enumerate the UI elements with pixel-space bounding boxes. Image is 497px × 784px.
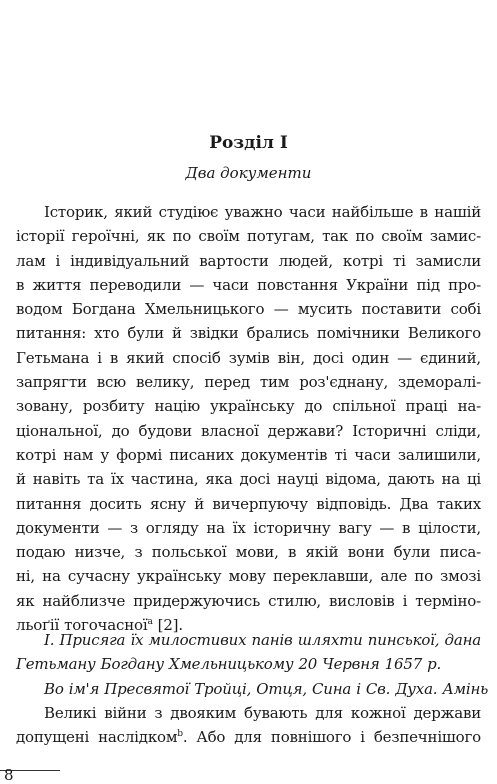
text-line: Гетьмана і в який спосіб зумів він, досі один — єдиний, bbox=[16, 348, 481, 367]
text-line: Історик, який студіює уважно часи найбільше в нашій bbox=[44, 203, 481, 221]
chapter-title: Розділ I bbox=[209, 133, 288, 153]
page-number: 8 bbox=[4, 766, 14, 784]
section-heading bbox=[16, 628, 489, 701]
text-fragment: . Або для повнішого і безпечнішого bbox=[182, 728, 481, 747]
text-line: ціональної, до будови власної держави? Історичні сліди, bbox=[16, 421, 481, 440]
footnote-mark: a bbox=[147, 617, 153, 628]
last-line-text: льоґії тогочасної bbox=[16, 616, 148, 635]
footnote-mark: b bbox=[177, 729, 183, 740]
text-fragment: допущені наслідком bbox=[16, 728, 178, 747]
text-line: котрі нам у формі писаних документів ті часи залишили, bbox=[16, 445, 481, 464]
text-line: зовану, розбиту націю українську до спільної праці на- bbox=[16, 397, 481, 416]
text-line: питання: хто були й звідки брались помічники Великого bbox=[16, 324, 481, 343]
text-line bbox=[16, 725, 481, 749]
paragraph-intro bbox=[16, 200, 481, 637]
section-heading-line: Гетьману Богдану Хмельницькому 20 Червня 1657 р. bbox=[16, 655, 442, 674]
text-line: в життя переводили — часи повстання України під про- bbox=[16, 275, 481, 294]
text-line: запрягти всю велику, перед тим роз'єднану, здеморалі- bbox=[16, 373, 481, 392]
text-line: документи — з огляду на їх історичну вагу — в цілости, bbox=[16, 518, 481, 537]
text-line: й навіть та їх частина, яка досі науці відома, дають на ці bbox=[16, 470, 481, 489]
text-line: питання досить ясну й вичерпуючу відповідь. Два таких bbox=[16, 494, 481, 513]
citation: [2]. bbox=[152, 616, 183, 635]
section-heading-line: I. Присяга їх милостивих панів шляхти пинської, дана bbox=[44, 631, 481, 649]
text-line: Великі війни з двояким бувають для кожної держави bbox=[44, 704, 481, 722]
text-line: лам і індивідуальний вартости людей, котрі ті замисли bbox=[16, 251, 481, 270]
invocation-line: Во ім'я Пресвятої Тройці, Отця, Сина і Св. Духа. Амінь bbox=[44, 679, 489, 698]
text-line: ні, на сучасну українську мову переклавши, але по змозі bbox=[16, 567, 481, 586]
paragraph-oath bbox=[16, 701, 481, 750]
text-line: водом Богдана Хмельницького — мусить поставити собі bbox=[16, 300, 481, 319]
text-line: історії героїчні, як по своїм потугам, так по своїм замис- bbox=[16, 227, 481, 246]
chapter-subtitle: Два документи bbox=[185, 164, 312, 182]
text-line: подаю низче, з польської мови, в якій вони були писа- bbox=[16, 543, 481, 562]
text-line: як найблизче придержуючись стилю, висловів і терміно- bbox=[16, 591, 481, 610]
